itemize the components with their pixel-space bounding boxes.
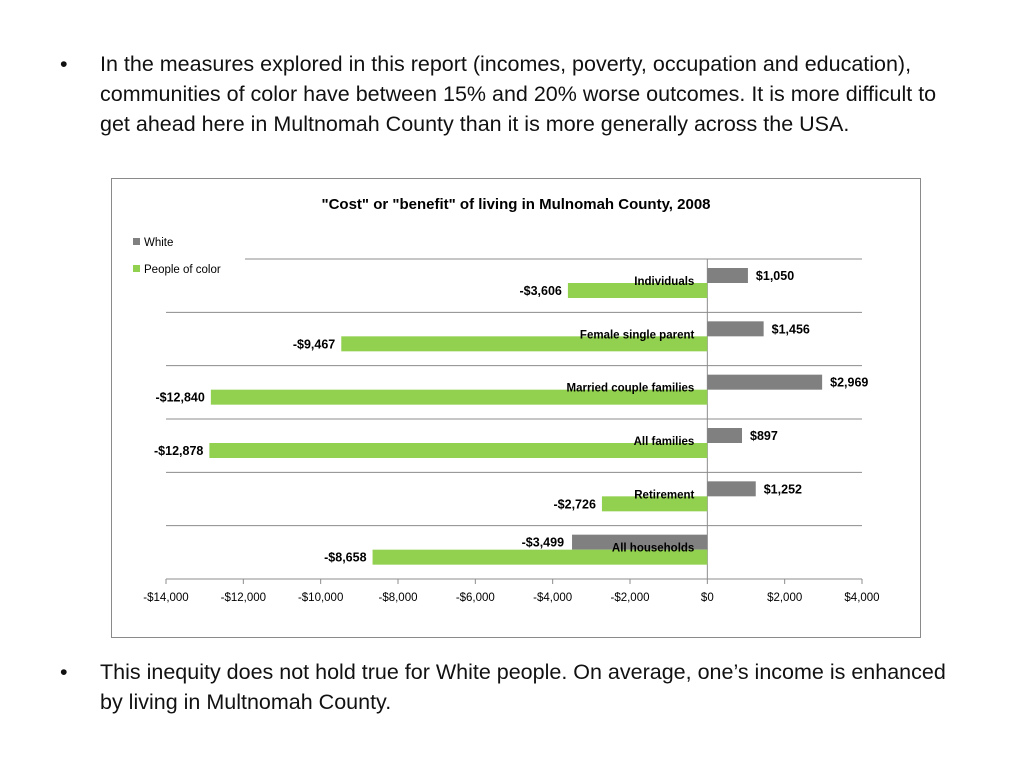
chart-frame: [111, 178, 921, 638]
legend-swatch-white: [133, 238, 140, 245]
data-label-white: $1,456: [771, 322, 810, 337]
category-label: Married couple families: [566, 382, 695, 395]
x-tick-label: -$14,000: [143, 592, 189, 604]
data-label-people-of-color: -$8,658: [324, 550, 367, 565]
category-label: Female single parent: [579, 329, 695, 342]
category-label: Individuals: [634, 276, 695, 288]
bullet-text-1: In the measures explored in this report (incomes, poverty, occupation and education), communities of color have between 15% and 20% worse outcomes. It is more difficult to get ahead here in Multnomah County than it is more generally across the USA.: [100, 52, 937, 136]
bar-chart: [112, 179, 920, 637]
data-label-people-of-color: -$9,467: [292, 337, 336, 352]
bullet-text-2: This inequity does not hold true for White people. On average, one’s income is enhanced by living in Multnomah County.: [100, 660, 946, 714]
x-tick-label: -$12,000: [220, 592, 267, 604]
legend-label-white: White: [144, 237, 174, 249]
legend-label-people-of-color: People of color: [144, 264, 221, 276]
category-label: All families: [633, 436, 695, 448]
x-tick-label: -$2,000: [610, 592, 650, 604]
data-label-people-of-color: -$12,840: [155, 390, 205, 405]
bullet-dot: •: [60, 660, 68, 684]
bullet-dot: •: [60, 52, 68, 76]
category-label: Retirement: [634, 489, 695, 502]
x-tick-label: $2,000: [767, 592, 803, 604]
data-label-white: $1,252: [763, 482, 802, 497]
data-label-white: -$3,499: [521, 535, 565, 550]
legend-swatch-people-of-color: [133, 265, 140, 272]
x-tick-label: -$10,000: [297, 592, 344, 604]
x-tick-label: -$4,000: [533, 592, 573, 604]
bar-white: [707, 268, 748, 283]
data-label-white: $897: [750, 429, 778, 443]
x-tick-label: $4,000: [844, 592, 880, 604]
bar-white: [707, 375, 822, 390]
data-label-people-of-color: -$12,878: [154, 444, 204, 458]
data-label-people-of-color: -$2,726: [553, 497, 596, 512]
bar-white: [707, 428, 742, 443]
chart-title: "Cost" or "benefit" of living in Mulnomah County, 2008: [321, 196, 711, 213]
data-label-white: $2,969: [830, 375, 869, 390]
bar-white: [707, 481, 755, 496]
data-label-white: $1,050: [755, 269, 795, 283]
x-tick-label: $0: [700, 592, 714, 604]
data-label-people-of-color: -$3,606: [519, 284, 562, 298]
x-tick-label: -$6,000: [455, 592, 495, 604]
bar-white: [707, 321, 763, 336]
category-label: All households: [611, 542, 695, 555]
x-tick-label: -$8,000: [378, 592, 418, 604]
